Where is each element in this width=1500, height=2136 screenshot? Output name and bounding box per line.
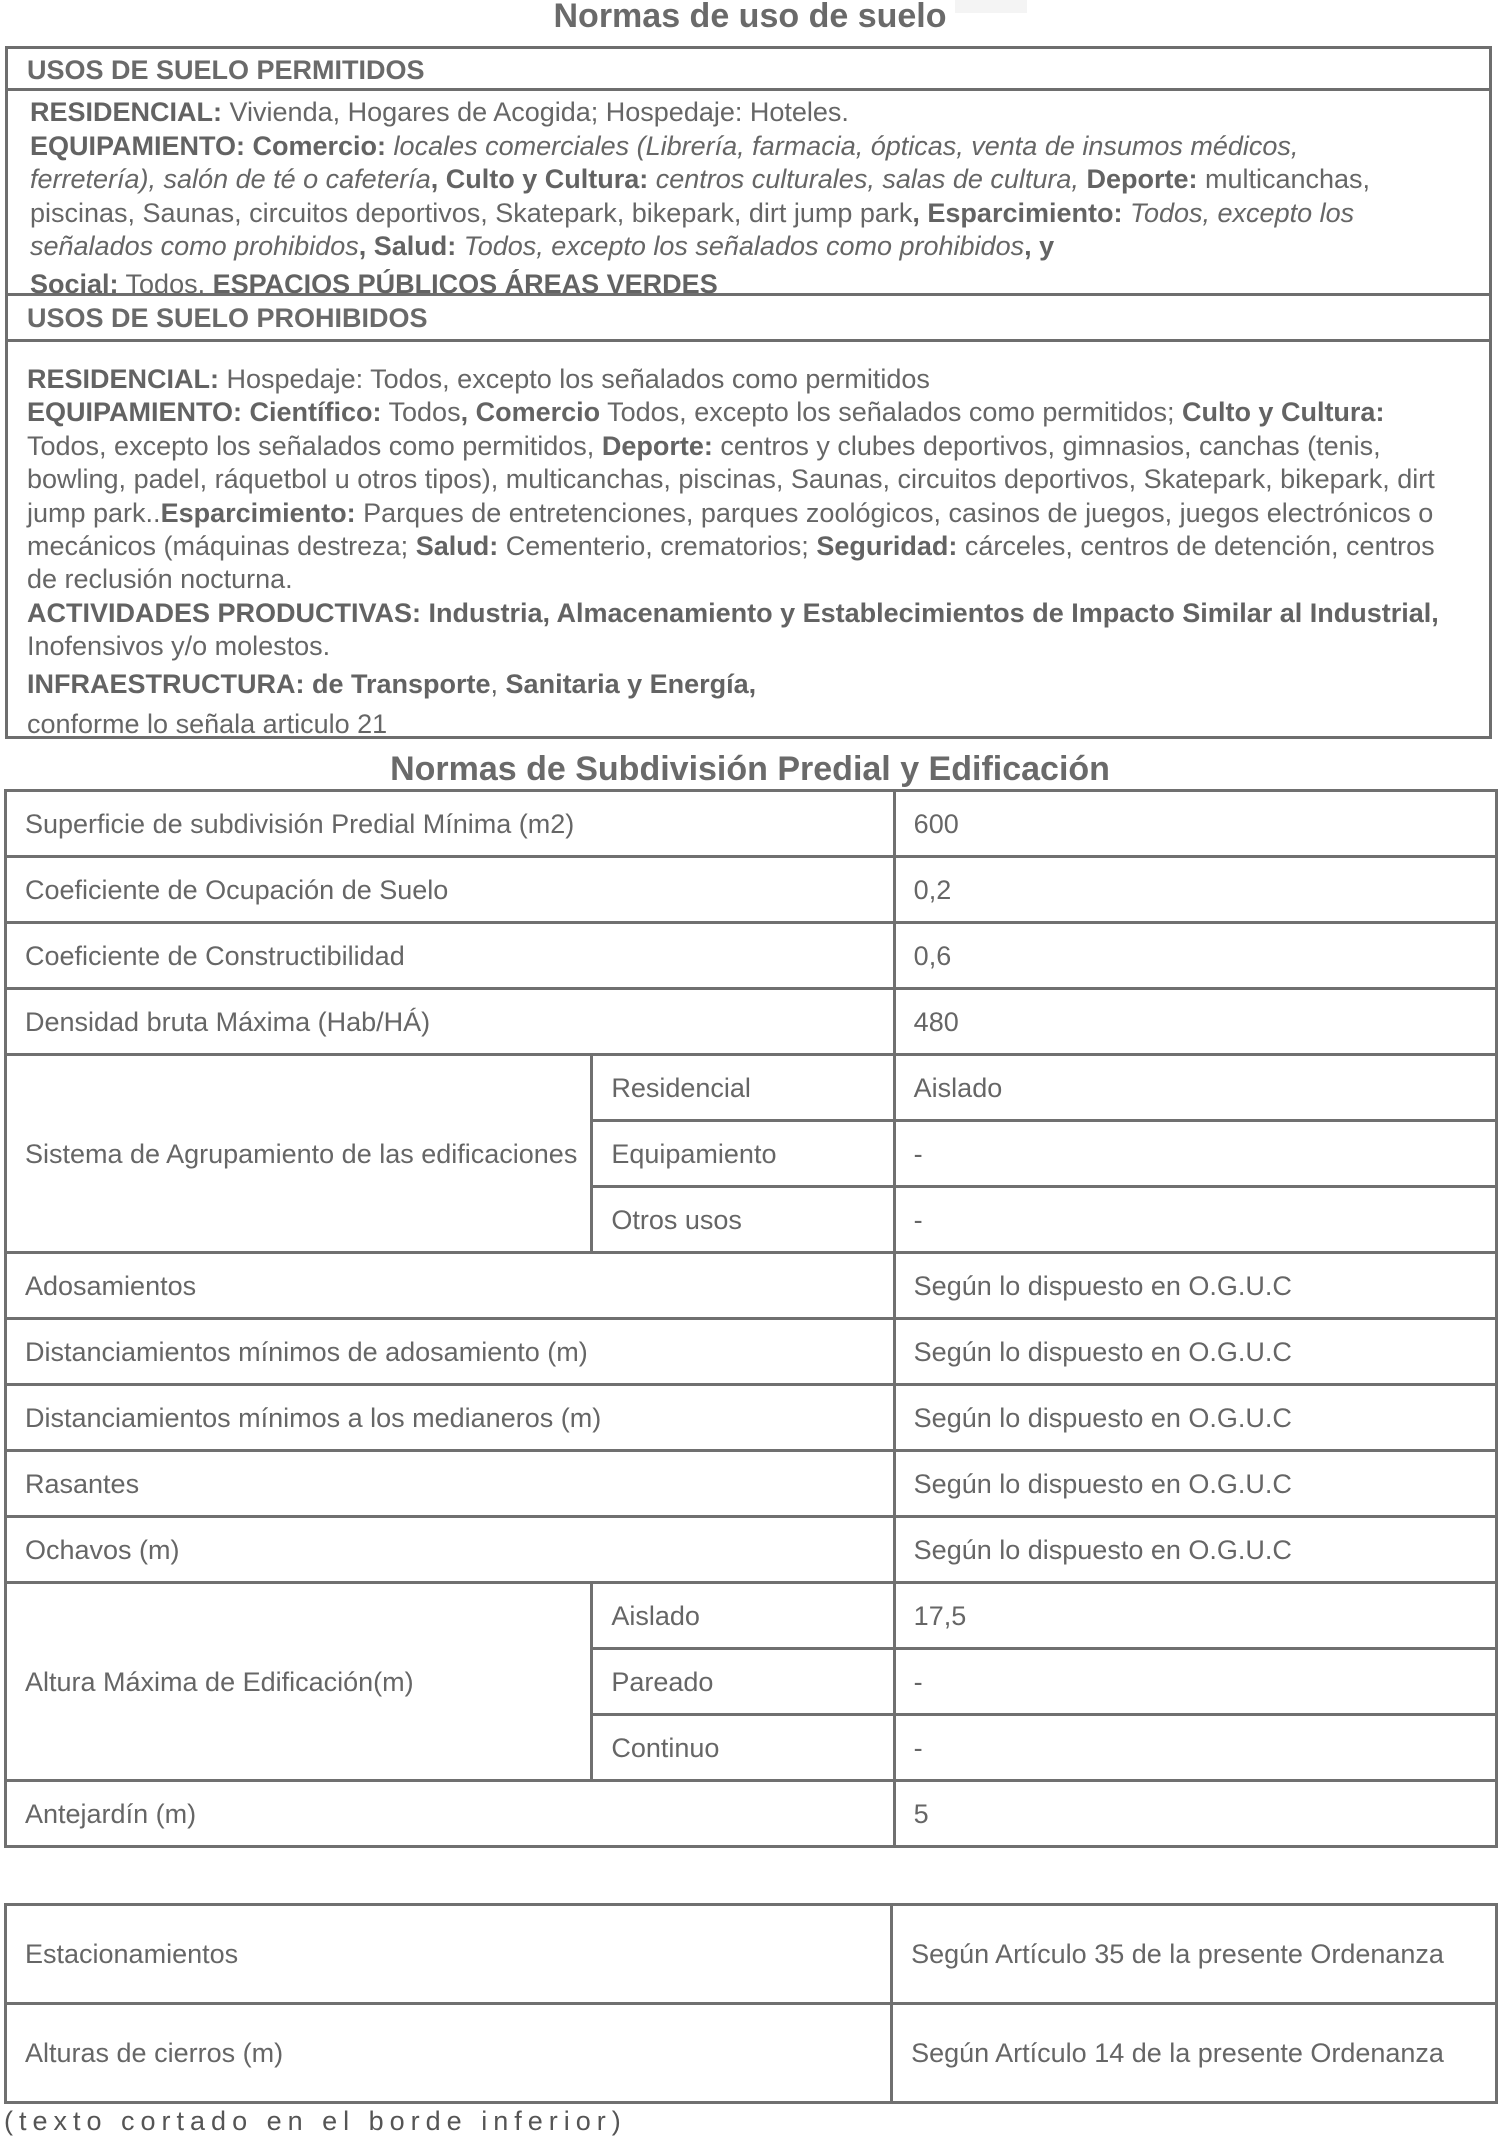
label: Esparcimiento: [160, 497, 356, 528]
row-label: Rasantes [6, 1451, 895, 1517]
row-label: Densidad bruta Máxima (Hab/HÁ) [6, 989, 895, 1055]
separator: , [490, 668, 506, 699]
text: multicanchas, piscinas, Saunas, circuitos deportivos, Skatepark, bikepark, dirt jump park [30, 164, 1371, 228]
label: , Esparcimiento: [912, 197, 1123, 228]
table-row [6, 1055, 1497, 1121]
sub-value: - [894, 1121, 1496, 1187]
sub-label: Aislado [592, 1583, 894, 1649]
permitted-equipamiento [30, 130, 1429, 264]
row-label: Estacionamientos [6, 1905, 892, 2004]
table-row [6, 791, 1497, 857]
table-row [6, 923, 1497, 989]
label: Culto y Cultura: [1174, 397, 1385, 428]
row-value: Según Artículo 35 de la presente Ordenanza [892, 1905, 1497, 2004]
label: , y [1024, 231, 1055, 261]
label: Social: [30, 268, 119, 299]
row-label: Alturas de cierros (m) [6, 2004, 892, 2103]
row-label: Coeficiente de Constructibilidad [6, 923, 895, 989]
cut-off-text-line [0, 2106, 1500, 2136]
label: , Comercio [460, 397, 601, 428]
prohibited-footnote: conforme lo señala articulo 21 [27, 708, 388, 739]
table-row [6, 1385, 1497, 1451]
subdivision-table [4, 789, 1498, 1848]
label: ESPACIOS PÚBLICOS ÁREAS VERDES [205, 268, 718, 299]
row-value: 600 [894, 791, 1496, 857]
text: Inofensivos y/o molestos. [27, 631, 331, 662]
label: Científico: [242, 397, 382, 428]
label: Salud: [408, 531, 499, 562]
prohibited-uses-body [8, 345, 1489, 744]
table-row [6, 1781, 1497, 1847]
text: Cementerio, crematorios; [498, 531, 809, 562]
label: ACTIVIDADES PRODUCTIVAS: Industria, Almacenamiento y Establecimientos de Impacto Similar al Industrial, [27, 597, 1439, 628]
text: Hospedaje: Todos, excepto los señalados como permitidos [219, 364, 930, 394]
label: RESIDENCIAL: [27, 364, 220, 394]
sub-label: Continuo [592, 1715, 894, 1781]
text: Todos, excepto los señalados como permitidos, [27, 430, 595, 461]
text: centros y clubes deportivos, gimnasios, canchas (tenis, bowling, padel, ráquetbol u otros tipos), multicanchas, piscinas, Saunas, circuitos deportivos, Skatepark, bikepark, dirt jump park.. [27, 430, 1435, 528]
label: Seguridad: [816, 531, 958, 562]
sub-label: Pareado [592, 1649, 894, 1715]
row-value: Según Artículo 14 de la presente Ordenanza [892, 2004, 1497, 2103]
text: Parques de entretenciones, parques zoológicos, casinos de juegos, juegos electrónicos o mecánicos (máquinas destreza; [27, 497, 1434, 562]
table-row [6, 1319, 1497, 1385]
table-row [6, 1905, 1497, 2004]
row-label: Coeficiente de Ocupación de Suelo [6, 857, 895, 923]
text: locales comerciales (Librería, farmacia, ópticas, venta de insumos médicos, ferretería), salón de té o cafetería [30, 130, 1299, 194]
row-label: Distanciamientos mínimos de adosamiento (m) [6, 1319, 895, 1385]
text: Vivienda, Hogares de Acogida; Hospedaje: Hoteles. [222, 97, 849, 127]
altura-label: Altura Máxima de Edificación(m) [6, 1583, 592, 1781]
table-row [6, 2004, 1497, 2103]
row-value: 480 [894, 989, 1496, 1055]
extra-norms-table [4, 1903, 1498, 2104]
sub-value: - [894, 1649, 1496, 1715]
permitted-residencial [30, 96, 1429, 130]
text: Todos, excepto los señalados como permitidos; [600, 397, 1175, 428]
text: Todos [381, 397, 461, 428]
text: cárceles, centros de detención, centros de reclusión nocturna. [27, 531, 1435, 595]
label: Sanitaria y Energía, [505, 668, 757, 699]
text: Todos, excepto los señalados como prohibidos [30, 197, 1355, 261]
label: Comercio: [245, 130, 387, 161]
prohibited-infraestructura [27, 664, 1439, 704]
row-value: Según lo dispuesto en O.G.U.C [894, 1253, 1496, 1319]
row-label: Superficie de subdivisión Predial Mínima (m2) [6, 791, 895, 857]
row-label: Distanciamientos mínimos a los medianeros (m) [6, 1385, 895, 1451]
permitted-uses-header: USOS DE SUELO PERMITIDOS [8, 49, 1489, 91]
sub-value: - [894, 1187, 1496, 1253]
prohibited-equipamiento [27, 396, 1439, 596]
prohibited-uses-header: USOS DE SUELO PROHIBIDOS [8, 296, 1489, 342]
prohibited-actividades [27, 597, 1439, 664]
sub-value: 17,5 [894, 1583, 1496, 1649]
table-row [6, 1583, 1497, 1649]
row-value: 5 [894, 1781, 1496, 1847]
table-row [6, 1517, 1497, 1583]
row-label: Adosamientos [6, 1253, 895, 1319]
permitted-uses-body [8, 94, 1489, 299]
page-title-subdivision: Normas de Subdivisión Predial y Edificación [390, 750, 1110, 788]
text: Todos. [118, 268, 206, 299]
row-value: Según lo dispuesto en O.G.U.C [894, 1385, 1496, 1451]
sub-label: Equipamiento [592, 1121, 894, 1187]
sub-label: Otros usos [592, 1187, 894, 1253]
row-value: Según lo dispuesto en O.G.U.C [894, 1319, 1496, 1385]
table-row [6, 1253, 1497, 1319]
prohibited-residencial [27, 363, 1439, 396]
label: EQUIPAMIENTO: [30, 130, 246, 161]
agrupamiento-label: Sistema de Agrupamiento de las edificaciones [6, 1055, 592, 1253]
row-value: Según lo dispuesto en O.G.U.C [894, 1451, 1496, 1517]
row-label: Ochavos (m) [6, 1517, 895, 1583]
row-label: Antejardín (m) [6, 1781, 895, 1847]
row-value: 0,2 [894, 857, 1496, 923]
label: Deporte: [1078, 164, 1198, 194]
page-title-land-use: Normas de uso de suelo [553, 0, 947, 35]
label: RESIDENCIAL: [30, 97, 223, 127]
row-value: Según lo dispuesto en O.G.U.C [894, 1517, 1496, 1583]
label: , Salud: [358, 231, 457, 261]
text: centros culturales, salas de cultura, [648, 164, 1079, 194]
table-row [6, 989, 1497, 1055]
label: EQUIPAMIENTO: [27, 397, 243, 428]
sub-label: Residencial [592, 1055, 894, 1121]
table-row [6, 857, 1497, 923]
table-row [6, 1451, 1497, 1517]
label: , Culto y Cultura: [430, 164, 649, 194]
text: Todos, excepto los señalados como prohibidos [456, 231, 1025, 261]
land-use-box [5, 46, 1492, 739]
cut-off-text: (texto cortado en el borde inferior) [4, 2106, 627, 2136]
sub-value: Aislado [894, 1055, 1496, 1121]
sub-value: - [894, 1715, 1496, 1781]
label: Deporte: [594, 430, 713, 461]
label: INFRAESTRUCTURA: de Transporte [27, 668, 491, 699]
row-value: 0,6 [894, 923, 1496, 989]
